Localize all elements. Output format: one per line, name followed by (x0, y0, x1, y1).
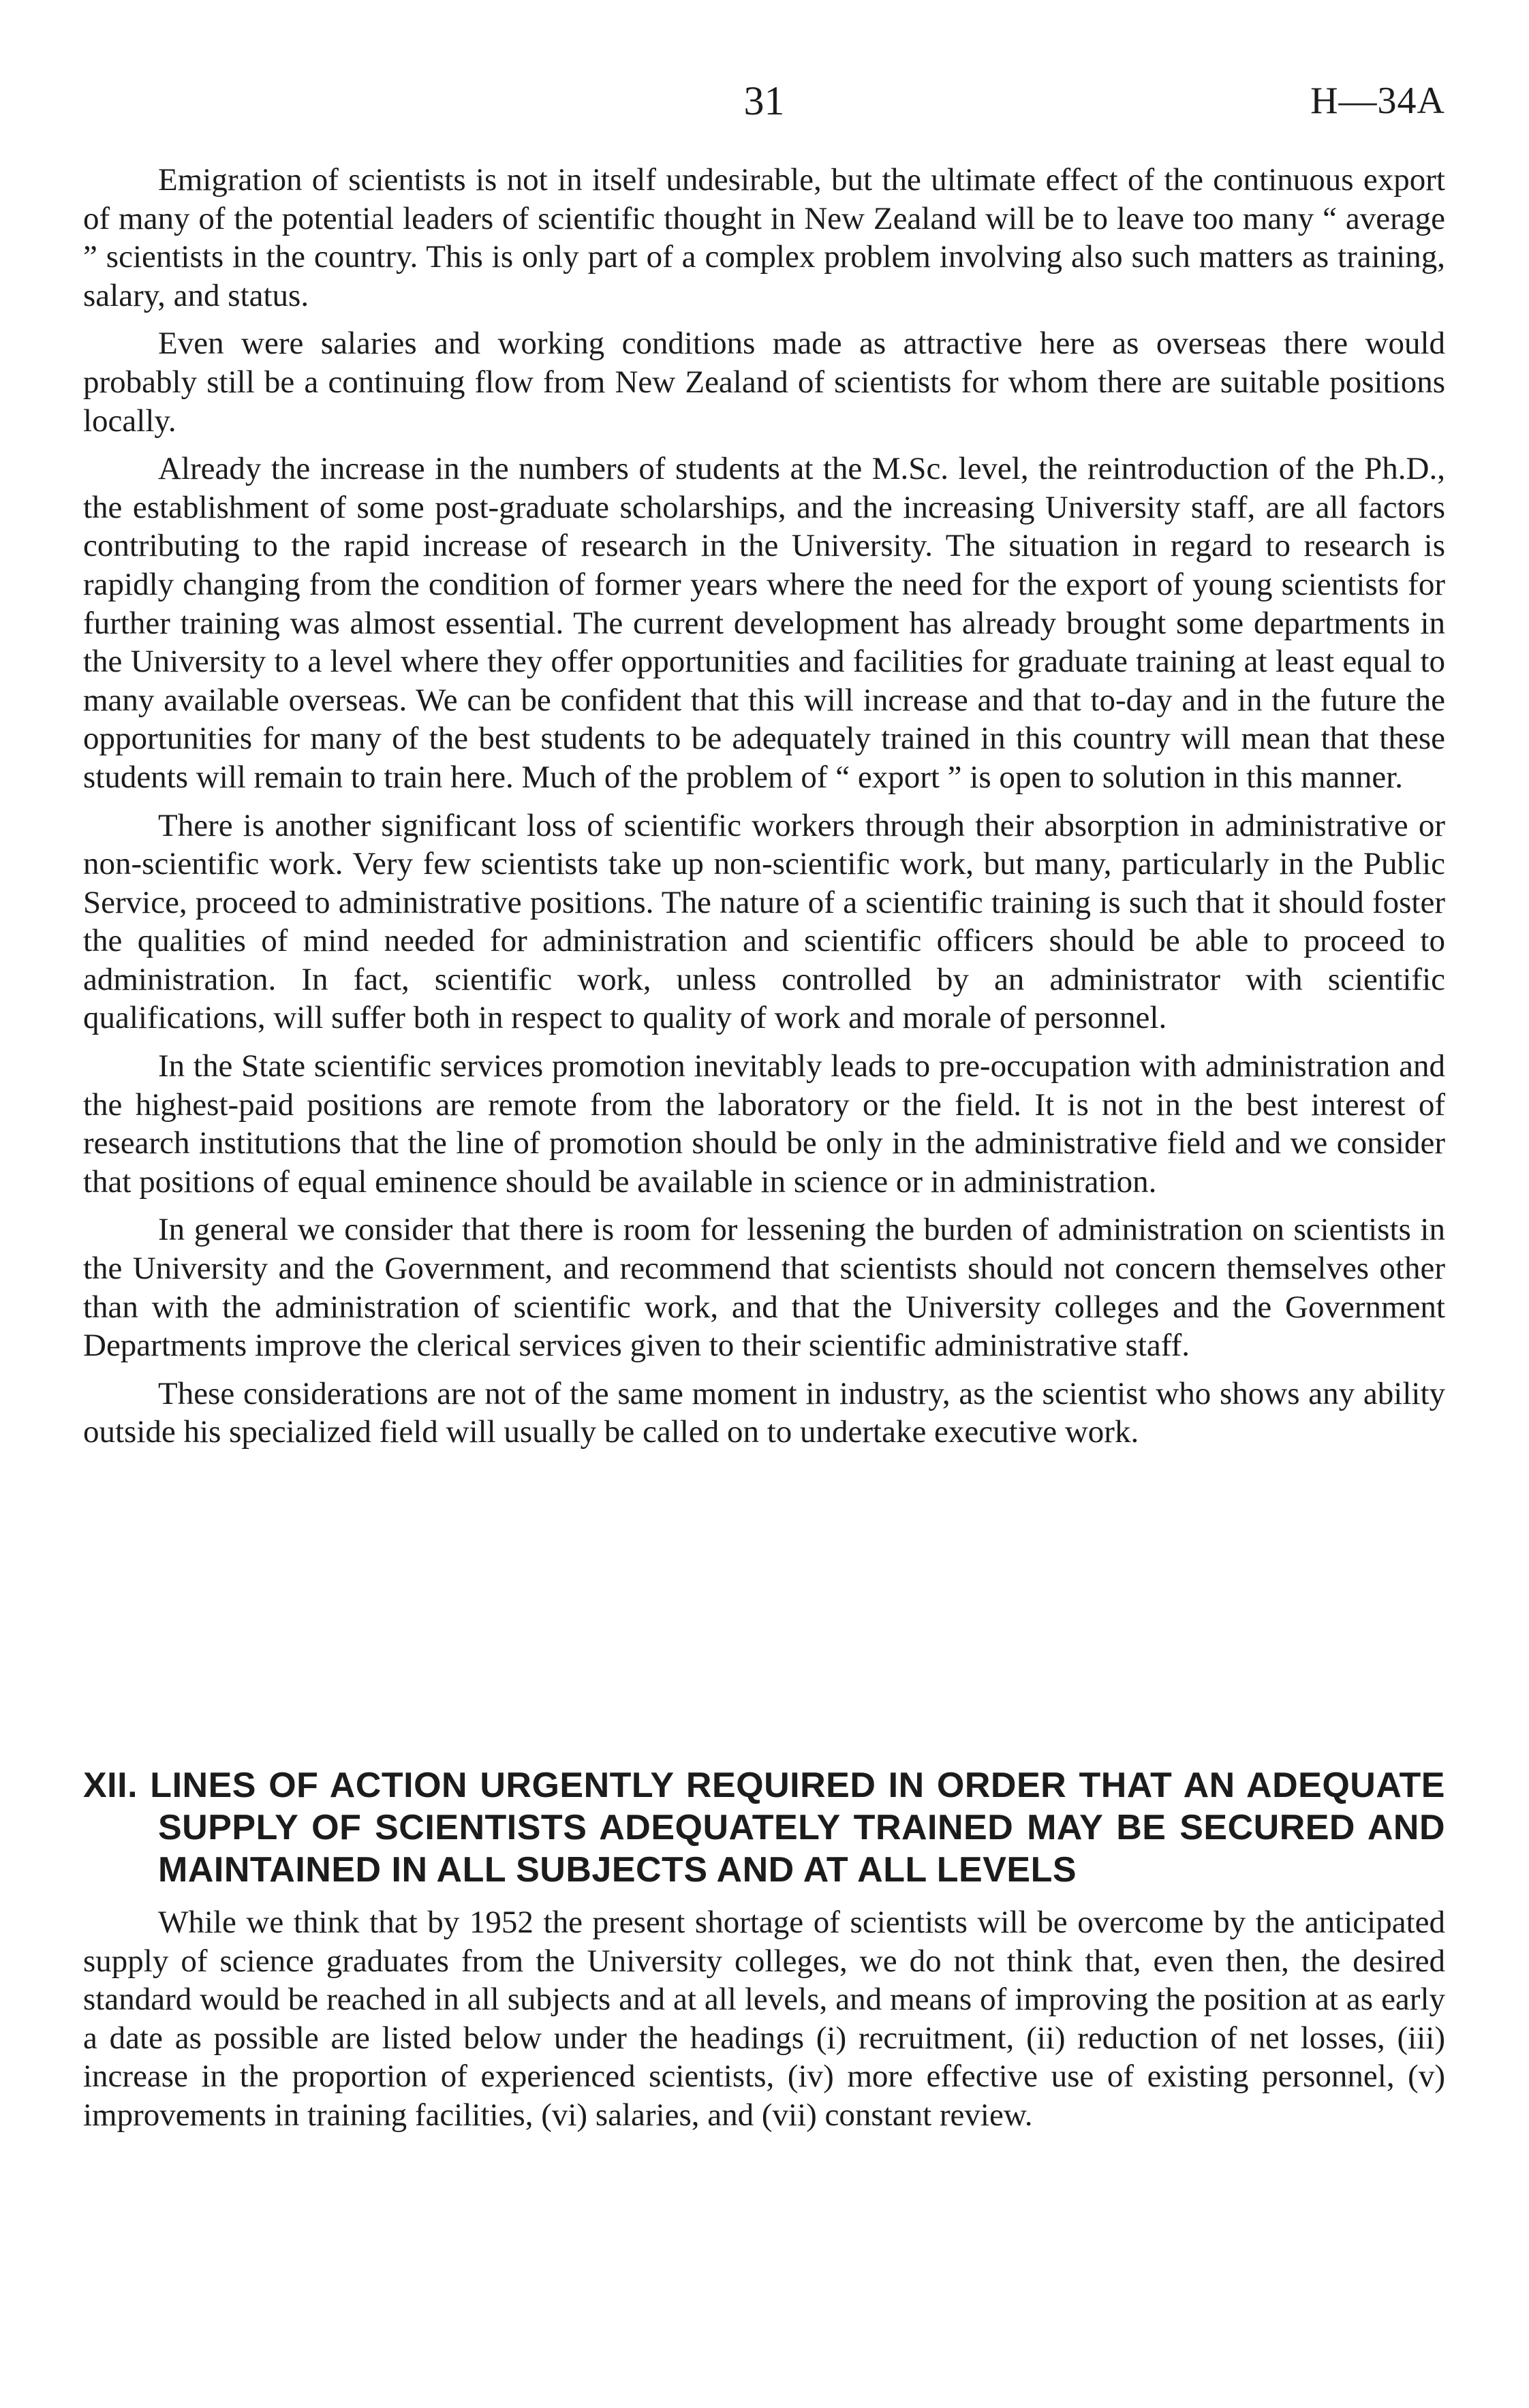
document-reference: H—34A (1310, 80, 1445, 122)
paragraph-university-research: Already the increase in the numbers of students at the M.Sc. level, the reintroduction of the Ph.D., the establishment of some post-graduate scholarships, and the increasing University staff, are all factors contributing to the rapid increase of research in the University. The situation in regard to research is rapidly changing from the condition of former years where the need for the export of young scientists for further training was almost essential. The current development has already brought some departments in the University to a level where they offer opportunities and facilities for graduate training at least equal to many available overseas. We can be confident that this will increase and that to-day and in the future the opportunities for many of the best students to be adequately trained in this country will mean that these students will remain to train here. Much of the problem of “ export ” is open to solution in this manner. (83, 451, 1445, 795)
section-paragraph: While we think that by 1952 the present shortage of scientists will be overcome by the anticipated supply of science graduates from the University colleges, we do not think that, even then, the desired standard would be reached in all subjects and at all levels, and means of improving the position at as early a date as possible are listed below under the headings (i) recruitment, (ii) reduction of net losses, (iii) increase in the proportion of experienced scientists, (iv) more effective use of existing personnel, (v) improvements in training facilities, (vi) salaries, and (vii) constant review. (83, 1905, 1445, 2133)
body-text (83, 161, 1445, 1461)
paragraph-lessening-burden: In general we consider that there is room for lessening the burden of administration on scientists in the University and the Government, and recommend that scientists should not concern themselves other than with the administration of scientific work, and that the University colleges and the Government Departments improve the clerical services given to their scientific administrative staff. (83, 1212, 1445, 1364)
page-header (83, 74, 1445, 128)
section-xii (83, 1764, 1445, 2135)
paragraph-industry: These considerations are not of the same moment in industry, as the scientist who shows any ability outside his specialized field will usually be called on to undertake executive work. (83, 1375, 1445, 1450)
paragraph-salaries: Even were salaries and working conditions made as attractive here as overseas there would probably still be a continuing flow from New Zealand of scientists for whom there are suitable positions locally. (83, 326, 1445, 439)
paragraph-emigration: Emigration of scientists is not in itself undesirable, but the ultimate effect of the continuous export of many of the potential leaders of scientific thought in New Zealand will be to leave too many “ average ” scientists in the country. This is only part of a complex problem involving also such matters as training, salary, and status. (83, 162, 1445, 313)
page-number: 31 (743, 78, 785, 123)
paragraph-administration-loss: There is another significant loss of scientific workers through their absorption in administrative or non-scientific work. Very few scientists take up non-scientific work, but many, particularly in the Public Service, proceed to administrative positions. The nature of a scientific training is such that it should foster the qualities of mind needed for administration and scientific officers should be able to proceed to administration. In fact, scientific work, unless controlled by an administrator with scientific qualifications, will suffer both in respect to quality of work and morale of personnel. (83, 807, 1445, 1036)
paragraph-state-services: In the State scientific services promotion inevitably leads to pre-occupation with administration and the highest-paid positions are remote from the laboratory or the field. It is not in the best interest of research institutions that the line of promotion should be only in the administrative field and we consider that positions of equal eminence should be available in science or in administration. (83, 1048, 1445, 1200)
section-heading: XII. LINES OF ACTION URGENTLY REQUIRED IN ORDER THAT AN ADEQUATE SUPPLY OF SCIENTISTS ADEQUATELY TRAINED MAY BE SECURED AND MAINTAINED IN ALL SUBJECTS AND AT ALL LEVELS (83, 1766, 1445, 1890)
